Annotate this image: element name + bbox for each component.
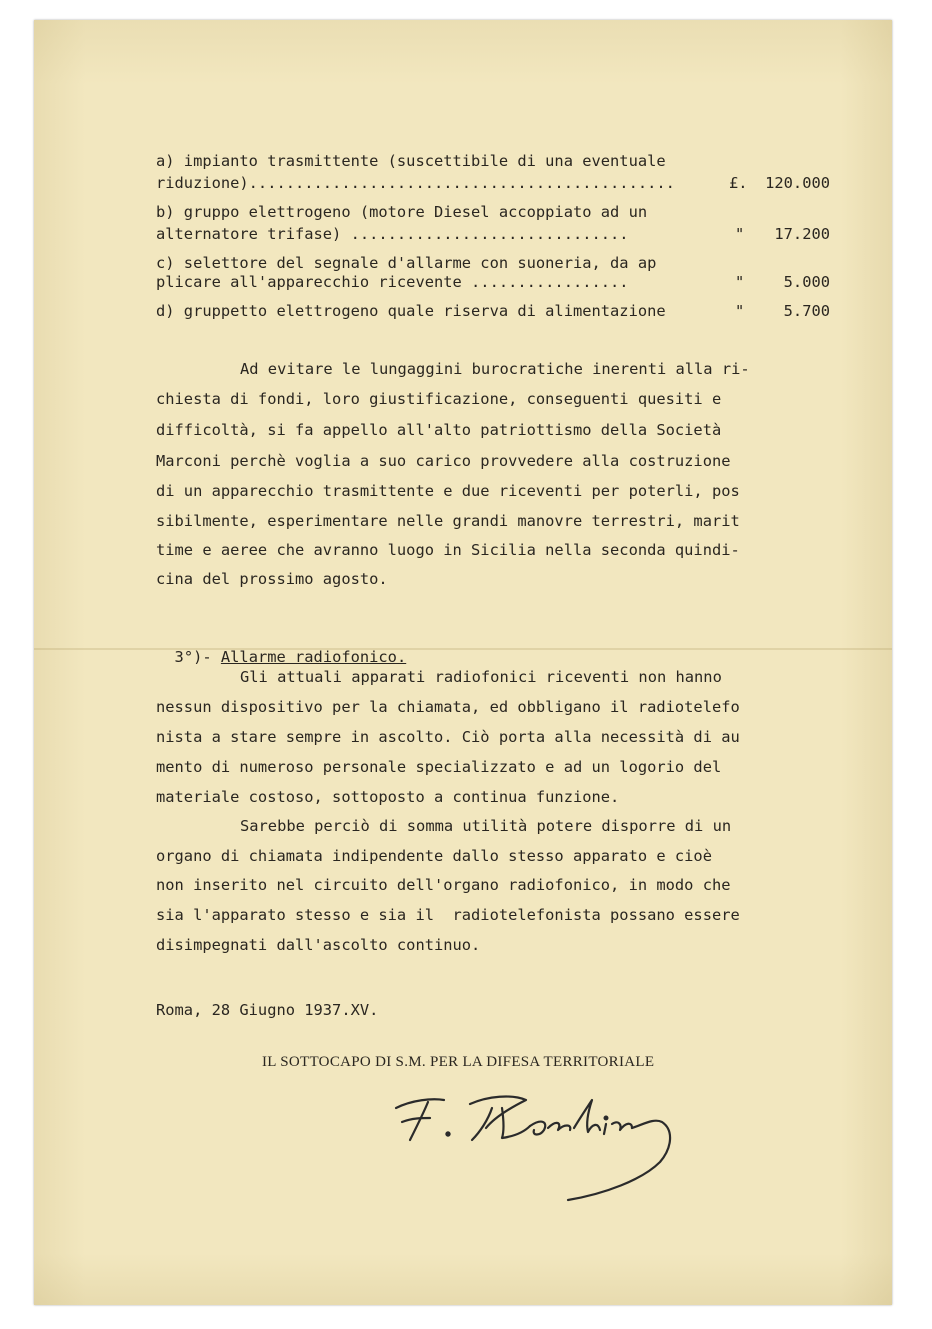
item-c-line1: c) selettore del segnale d'allarme con suoneria, da ap <box>156 254 657 272</box>
para3-line: Sarebbe perciò di somma utilità potere disporre di un <box>240 817 732 835</box>
section3-number: 3°)- <box>174 648 221 666</box>
item-b-line1: b) gruppo elettrogeno (motore Diesel accoppiato ad un <box>156 203 648 221</box>
section3-heading <box>156 630 406 666</box>
para2-line: Gli attuali apparati radiofonici riceventi non hanno <box>240 668 722 686</box>
item-c-currency: " <box>735 273 745 291</box>
para1-line: difficoltà, si fa appello all'alto patriottismo della Società <box>156 421 722 439</box>
para3-line: disimpegnati dall'ascolto continuo. <box>156 936 481 954</box>
para2-line: nessun dispositivo per la chiamata, ed obbligano il radiotelefo <box>156 698 740 716</box>
para1-line: cina del prossimo agosto. <box>156 570 388 588</box>
para1-line: sibilmente, esperimentare nelle grandi manovre terrestri, marit <box>156 512 740 530</box>
item-a-line1: a) impianto trasmittente (suscettibile di una eventuale <box>156 152 666 170</box>
para2-line: materiale costoso, sottoposto a continua funzione. <box>156 788 620 806</box>
item-b-currency: " <box>735 225 745 243</box>
para1-line: di un apparecchio trasmittente e due riceventi per poterli, pos <box>156 482 740 500</box>
section3-title: Allarme radiofonico. <box>220 648 407 666</box>
item-b-line2: alternatore trifase) .............................. <box>156 225 629 243</box>
para3-line: organo di chiamata indipendente dallo stesso apparato e cioè <box>156 847 712 865</box>
para2-line: nista a stare sempre in ascolto. Ciò porta alla necessità di au <box>156 728 740 746</box>
item-c-amount: 5.000 <box>783 273 830 291</box>
handwritten-signature <box>392 1078 702 1212</box>
para1-line: time e aeree che avranno luogo in Sicilia nella seconda quindi- <box>156 541 740 559</box>
para1-line: chiesta di fondi, loro giustificazione, conseguenti quesiti e <box>156 390 722 408</box>
item-c-line2: plicare all'apparecchio ricevente ................. <box>156 273 629 291</box>
item-d-amount: 5.700 <box>783 302 830 320</box>
date-line: Roma, 28 Giugno 1937.XV. <box>156 1001 379 1019</box>
item-a-currency: £. <box>729 174 748 192</box>
para1-line: Ad evitare le lungaggini burocratiche inerenti alla ri- <box>240 360 750 378</box>
para2-line: mento di numeroso personale specializzato e ad un logorio del <box>156 758 722 776</box>
para3-line: sia l'apparato stesso e sia il radiotelefonista possano essere <box>156 906 740 924</box>
item-d-line1: d) gruppetto elettrogeno quale riserva di alimentazione <box>156 302 666 320</box>
para1-line: Marconi perchè voglia a suo carico provvedere alla costruzione <box>156 452 731 470</box>
signatory-title: IL SOTTOCAPO DI S.M. PER LA DIFESA TERRITORIALE <box>262 1054 655 1070</box>
item-a-amount: 120.000 <box>765 174 830 192</box>
item-b-amount: 17.200 <box>774 225 830 243</box>
item-a-line2: riduzione).............................................. <box>156 174 675 192</box>
para3-line: non inserito nel circuito dell'organo radiofonico, in modo che <box>156 876 731 894</box>
item-d-currency: " <box>735 302 745 320</box>
